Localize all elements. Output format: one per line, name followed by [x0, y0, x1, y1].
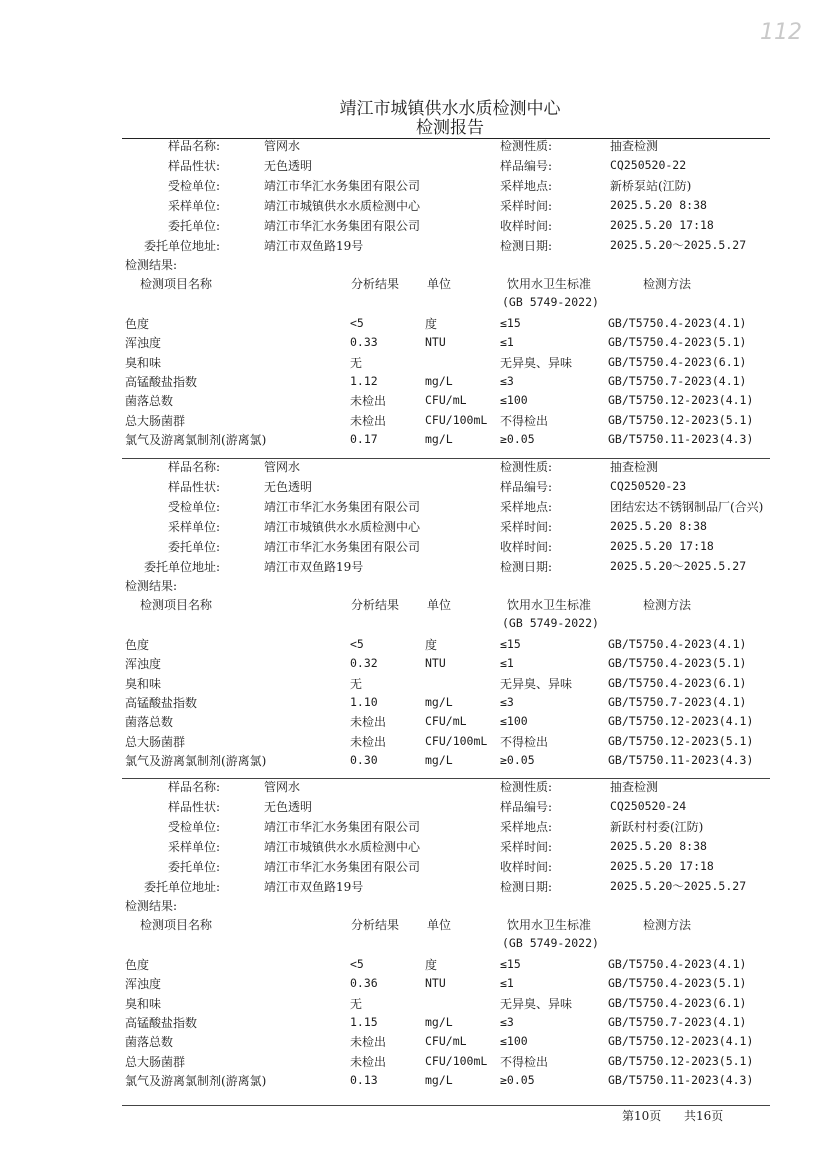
field-value-test-date: 2025.5.20～2025.5.27: [610, 559, 747, 573]
row-unit: CFU/100mL: [425, 412, 488, 427]
header-standard: 饮用水卫生标准: [507, 277, 592, 291]
header-unit: 单位: [427, 918, 452, 932]
page-number: 第10页: [622, 1109, 662, 1123]
row-unit: mg/L: [425, 431, 453, 446]
field-label-sampling-time: 采样时间:: [500, 840, 553, 854]
row-item: 氯气及游离氯制剂(游离氯): [125, 1073, 267, 1088]
field-label-commissioning-unit: 委托单位:: [167, 860, 220, 874]
row-method: GB/T5750.4-2023(5.1): [608, 656, 747, 671]
field-value-receipt-time: 2025.5.20 17:18: [610, 218, 714, 232]
row-result: 未检出: [350, 734, 387, 749]
row-result: 未检出: [350, 413, 387, 428]
field-label-commissioning-unit: 委托单位:: [167, 219, 220, 233]
row-method: GB/T5750.7-2023(4.1): [608, 373, 747, 388]
field-value-receipt-time: 2025.5.20 17:18: [610, 859, 714, 873]
field-label-commissioning-address: 委托单位地址:: [143, 239, 220, 253]
header-unit: 单位: [427, 277, 452, 291]
row-result: 0.36: [350, 976, 378, 991]
row-standard: ≤15: [500, 957, 521, 971]
row-item: 高锰酸盐指数: [125, 1015, 198, 1030]
row-unit: NTU: [425, 656, 446, 671]
corner-page-mark: 112: [760, 20, 802, 45]
row-method: GB/T5750.7-2023(4.1): [608, 694, 747, 709]
header-result: 分析结果: [351, 918, 400, 932]
header-method: 检测方法: [643, 598, 692, 612]
field-value-sample-trait: 无色透明: [264, 480, 313, 494]
header-result: 分析结果: [351, 277, 400, 291]
row-standard: 不得检出: [500, 734, 549, 749]
row-item: 色度: [125, 958, 150, 972]
row-result: <5: [350, 957, 364, 971]
row-standard: ≤3: [500, 373, 514, 388]
row-result: 1.15: [350, 1014, 378, 1029]
field-label-sampling-time: 采样时间:: [500, 199, 553, 213]
row-result: 1.12: [350, 373, 378, 388]
field-value-receiving-unit: 靖江市华汇水务集团有限公司: [264, 820, 421, 834]
field-label-sampling-time: 采样时间:: [500, 520, 553, 534]
results-label: 检测结果:: [125, 899, 178, 913]
row-result: 未检出: [350, 1054, 387, 1069]
row-method: GB/T5750.7-2023(4.1): [608, 1014, 747, 1029]
row-standard: ≤15: [500, 637, 521, 651]
field-value-sample-name: 管网水: [264, 460, 301, 474]
field-value-sampling-site: 新跃村村委(江防): [610, 820, 704, 834]
field-label-sample-number: 样品编号:: [500, 800, 553, 814]
field-value-test-date: 2025.5.20～2025.5.27: [610, 879, 747, 893]
row-standard: ≤1: [500, 335, 514, 350]
field-value-sample-number: CQ250520-24: [610, 799, 687, 813]
row-result: 0.17: [350, 431, 378, 446]
row-item: 臭和味: [125, 676, 162, 691]
field-value-receiving-unit: 靖江市华汇水务集团有限公司: [264, 500, 421, 514]
organization-title: 靖江市城镇供水水质检测中心: [339, 99, 561, 119]
row-standard: ≤3: [500, 1014, 514, 1029]
row-method: GB/T5750.4-2023(4.1): [608, 316, 747, 330]
footer-rule: [122, 1105, 770, 1106]
field-value-sample-trait: 无色透明: [264, 159, 313, 173]
field-label-test-date: 检测日期:: [500, 239, 553, 253]
row-method: GB/T5750.4-2023(5.1): [608, 335, 747, 350]
row-unit: mg/L: [425, 373, 453, 388]
row-method: GB/T5750.11-2023(4.3): [608, 752, 754, 767]
field-value-sampling-site: 团结宏达不锈钢制品厂(合兴): [610, 500, 764, 514]
row-unit: CFU/mL: [425, 1034, 467, 1049]
field-label-sample-trait: 样品性状:: [167, 159, 220, 173]
row-result: 未检出: [350, 1035, 387, 1050]
field-value-sampling-unit: 靖江市城镇供水水质检测中心: [264, 199, 421, 213]
field-label-receipt-time: 收样时间:: [500, 219, 553, 233]
field-value-sample-trait: 无色透明: [264, 800, 313, 814]
row-standard: ≥0.05: [500, 752, 535, 767]
row-item: 菌落总数: [125, 394, 174, 409]
field-value-receipt-time: 2025.5.20 17:18: [610, 539, 714, 553]
row-item: 总大肠菌群: [125, 1054, 186, 1069]
row-item: 臭和味: [125, 996, 162, 1011]
field-label-sampling-site: 采样地点:: [500, 820, 553, 834]
row-item: 菌落总数: [125, 715, 174, 730]
field-value-receiving-unit: 靖江市华汇水务集团有限公司: [264, 179, 421, 193]
field-label-test-date: 检测日期:: [500, 560, 553, 574]
header-standard-code: (GB 5749-2022): [502, 936, 599, 950]
field-label-sample-name: 样品名称:: [167, 460, 220, 474]
field-value-sample-name: 管网水: [264, 139, 301, 153]
row-method: GB/T5750.4-2023(6.1): [608, 675, 747, 690]
row-item: 浑浊度: [125, 977, 162, 992]
field-value-commissioning-address: 靖江市双鱼路19号: [264, 560, 364, 574]
field-value-test-nature: 抽查检测: [610, 139, 659, 153]
field-label-sample-name: 样品名称:: [167, 139, 220, 153]
field-label-sampling-unit: 采样单位:: [167, 199, 220, 213]
header-standard-code: (GB 5749-2022): [502, 295, 599, 309]
row-result: 0.32: [350, 656, 378, 671]
field-value-commissioning-unit: 靖江市华汇水务集团有限公司: [264, 860, 421, 874]
field-value-sampling-unit: 靖江市城镇供水水质检测中心: [264, 520, 421, 534]
row-unit: mg/L: [425, 1072, 453, 1087]
field-label-sampling-unit: 采样单位:: [167, 520, 220, 534]
row-standard: 无异臭、异味: [500, 355, 573, 370]
row-result: 未检出: [350, 715, 387, 730]
field-label-receiving-unit: 受检单位:: [167, 179, 220, 193]
row-result: 未检出: [350, 394, 387, 409]
section-divider: [122, 458, 770, 459]
row-standard: ≤100: [500, 1034, 528, 1049]
section-divider: [122, 778, 770, 779]
field-label-commissioning-unit: 委托单位:: [167, 540, 220, 554]
row-standard: ≤1: [500, 976, 514, 991]
field-value-sample-number: CQ250520-22: [610, 158, 687, 172]
row-unit: 度: [425, 638, 438, 652]
field-value-commissioning-address: 靖江市双鱼路19号: [264, 239, 364, 253]
field-value-test-nature: 抽查检测: [610, 780, 659, 794]
row-item: 浑浊度: [125, 336, 162, 351]
row-item: 色度: [125, 317, 150, 331]
field-value-commissioning-address: 靖江市双鱼路19号: [264, 880, 364, 894]
row-item: 氯气及游离氯制剂(游离氯): [125, 753, 267, 768]
header-item: 检测项目名称: [140, 277, 213, 291]
field-label-sample-trait: 样品性状:: [167, 480, 220, 494]
row-unit: CFU/100mL: [425, 1053, 488, 1068]
field-value-sampling-time: 2025.5.20 8:38: [610, 839, 707, 853]
row-result: <5: [350, 316, 364, 330]
report-title: 检测报告: [416, 118, 484, 138]
row-standard: 不得检出: [500, 413, 549, 428]
header-standard: 饮用水卫生标准: [507, 598, 592, 612]
field-label-sample-name: 样品名称:: [167, 780, 220, 794]
total-pages: 共16页: [684, 1109, 724, 1123]
row-standard: 无异臭、异味: [500, 996, 573, 1011]
row-unit: mg/L: [425, 694, 453, 709]
row-method: GB/T5750.12-2023(5.1): [608, 412, 754, 427]
row-item: 色度: [125, 638, 150, 652]
field-label-test-nature: 检测性质:: [500, 139, 553, 153]
header-item: 检测项目名称: [140, 598, 213, 612]
row-unit: mg/L: [425, 1014, 453, 1029]
row-item: 总大肠菌群: [125, 413, 186, 428]
field-label-receiving-unit: 受检单位:: [167, 500, 220, 514]
field-label-receiving-unit: 受检单位:: [167, 820, 220, 834]
field-value-sample-name: 管网水: [264, 780, 301, 794]
row-result: 无: [350, 355, 363, 370]
field-value-sampling-time: 2025.5.20 8:38: [610, 519, 707, 533]
row-method: GB/T5750.4-2023(4.1): [608, 957, 747, 971]
row-unit: CFU/mL: [425, 393, 467, 408]
row-method: GB/T5750.4-2023(4.1): [608, 637, 747, 651]
row-standard: ≥0.05: [500, 431, 535, 446]
field-value-test-nature: 抽查检测: [610, 460, 659, 474]
row-item: 菌落总数: [125, 1035, 174, 1050]
field-label-test-nature: 检测性质:: [500, 780, 553, 794]
row-method: GB/T5750.12-2023(4.1): [608, 1034, 754, 1049]
row-standard: ≤15: [500, 316, 521, 330]
field-label-sample-trait: 样品性状:: [167, 800, 220, 814]
row-method: GB/T5750.4-2023(5.1): [608, 976, 747, 991]
row-unit: NTU: [425, 976, 446, 991]
row-item: 总大肠菌群: [125, 734, 186, 749]
row-result: <5: [350, 637, 364, 651]
row-result: 无: [350, 996, 363, 1011]
row-item: 浑浊度: [125, 657, 162, 672]
results-label: 检测结果:: [125, 579, 178, 593]
field-value-sample-number: CQ250520-23: [610, 479, 687, 493]
row-standard: ≤1: [500, 656, 514, 671]
field-value-commissioning-unit: 靖江市华汇水务集团有限公司: [264, 219, 421, 233]
row-unit: CFU/100mL: [425, 733, 488, 748]
field-label-receipt-time: 收样时间:: [500, 540, 553, 554]
row-item: 高锰酸盐指数: [125, 695, 198, 710]
header-method: 检测方法: [643, 277, 692, 291]
row-method: GB/T5750.12-2023(4.1): [608, 714, 754, 729]
field-value-sampling-site: 新桥泵站(江防): [610, 179, 692, 193]
field-value-test-date: 2025.5.20～2025.5.27: [610, 238, 747, 252]
field-label-test-date: 检测日期:: [500, 880, 553, 894]
field-value-commissioning-unit: 靖江市华汇水务集团有限公司: [264, 540, 421, 554]
header-item: 检测项目名称: [140, 918, 213, 932]
row-standard: ≥0.05: [500, 1072, 535, 1087]
row-standard: ≤100: [500, 393, 528, 408]
row-unit: NTU: [425, 335, 446, 350]
row-result: 无: [350, 676, 363, 691]
field-label-commissioning-address: 委托单位地址:: [143, 560, 220, 574]
field-label-sample-number: 样品编号:: [500, 159, 553, 173]
field-label-sample-number: 样品编号:: [500, 480, 553, 494]
row-unit: 度: [425, 958, 438, 972]
row-unit: CFU/mL: [425, 714, 467, 729]
field-label-commissioning-address: 委托单位地址:: [143, 880, 220, 894]
header-standard: 饮用水卫生标准: [507, 918, 592, 932]
row-item: 氯气及游离氯制剂(游离氯): [125, 432, 267, 447]
row-method: GB/T5750.12-2023(5.1): [608, 733, 754, 748]
row-method: GB/T5750.12-2023(5.1): [608, 1053, 754, 1068]
header-unit: 单位: [427, 598, 452, 612]
row-method: GB/T5750.4-2023(6.1): [608, 354, 747, 369]
header-standard-code: (GB 5749-2022): [502, 616, 599, 630]
row-result: 0.33: [350, 335, 378, 350]
row-result: 1.10: [350, 694, 378, 709]
field-value-sampling-time: 2025.5.20 8:38: [610, 198, 707, 212]
results-label: 检测结果:: [125, 258, 178, 272]
row-standard: ≤100: [500, 714, 528, 729]
field-value-sampling-unit: 靖江市城镇供水水质检测中心: [264, 840, 421, 854]
field-label-sampling-site: 采样地点:: [500, 500, 553, 514]
row-unit: 度: [425, 317, 438, 331]
field-label-receipt-time: 收样时间:: [500, 860, 553, 874]
row-standard: 无异臭、异味: [500, 676, 573, 691]
header-result: 分析结果: [351, 598, 400, 612]
field-label-sampling-unit: 采样单位:: [167, 840, 220, 854]
row-method: GB/T5750.11-2023(4.3): [608, 431, 754, 446]
header-method: 检测方法: [643, 918, 692, 932]
row-method: GB/T5750.11-2023(4.3): [608, 1072, 754, 1087]
row-result: 0.13: [350, 1072, 378, 1087]
row-method: GB/T5750.4-2023(6.1): [608, 995, 747, 1010]
row-method: GB/T5750.12-2023(4.1): [608, 393, 754, 408]
row-standard: ≤3: [500, 694, 514, 709]
field-label-test-nature: 检测性质:: [500, 460, 553, 474]
row-item: 臭和味: [125, 355, 162, 370]
row-unit: mg/L: [425, 752, 453, 767]
row-standard: 不得检出: [500, 1054, 549, 1069]
row-result: 0.30: [350, 752, 378, 767]
field-label-sampling-site: 采样地点:: [500, 179, 553, 193]
row-item: 高锰酸盐指数: [125, 374, 198, 389]
